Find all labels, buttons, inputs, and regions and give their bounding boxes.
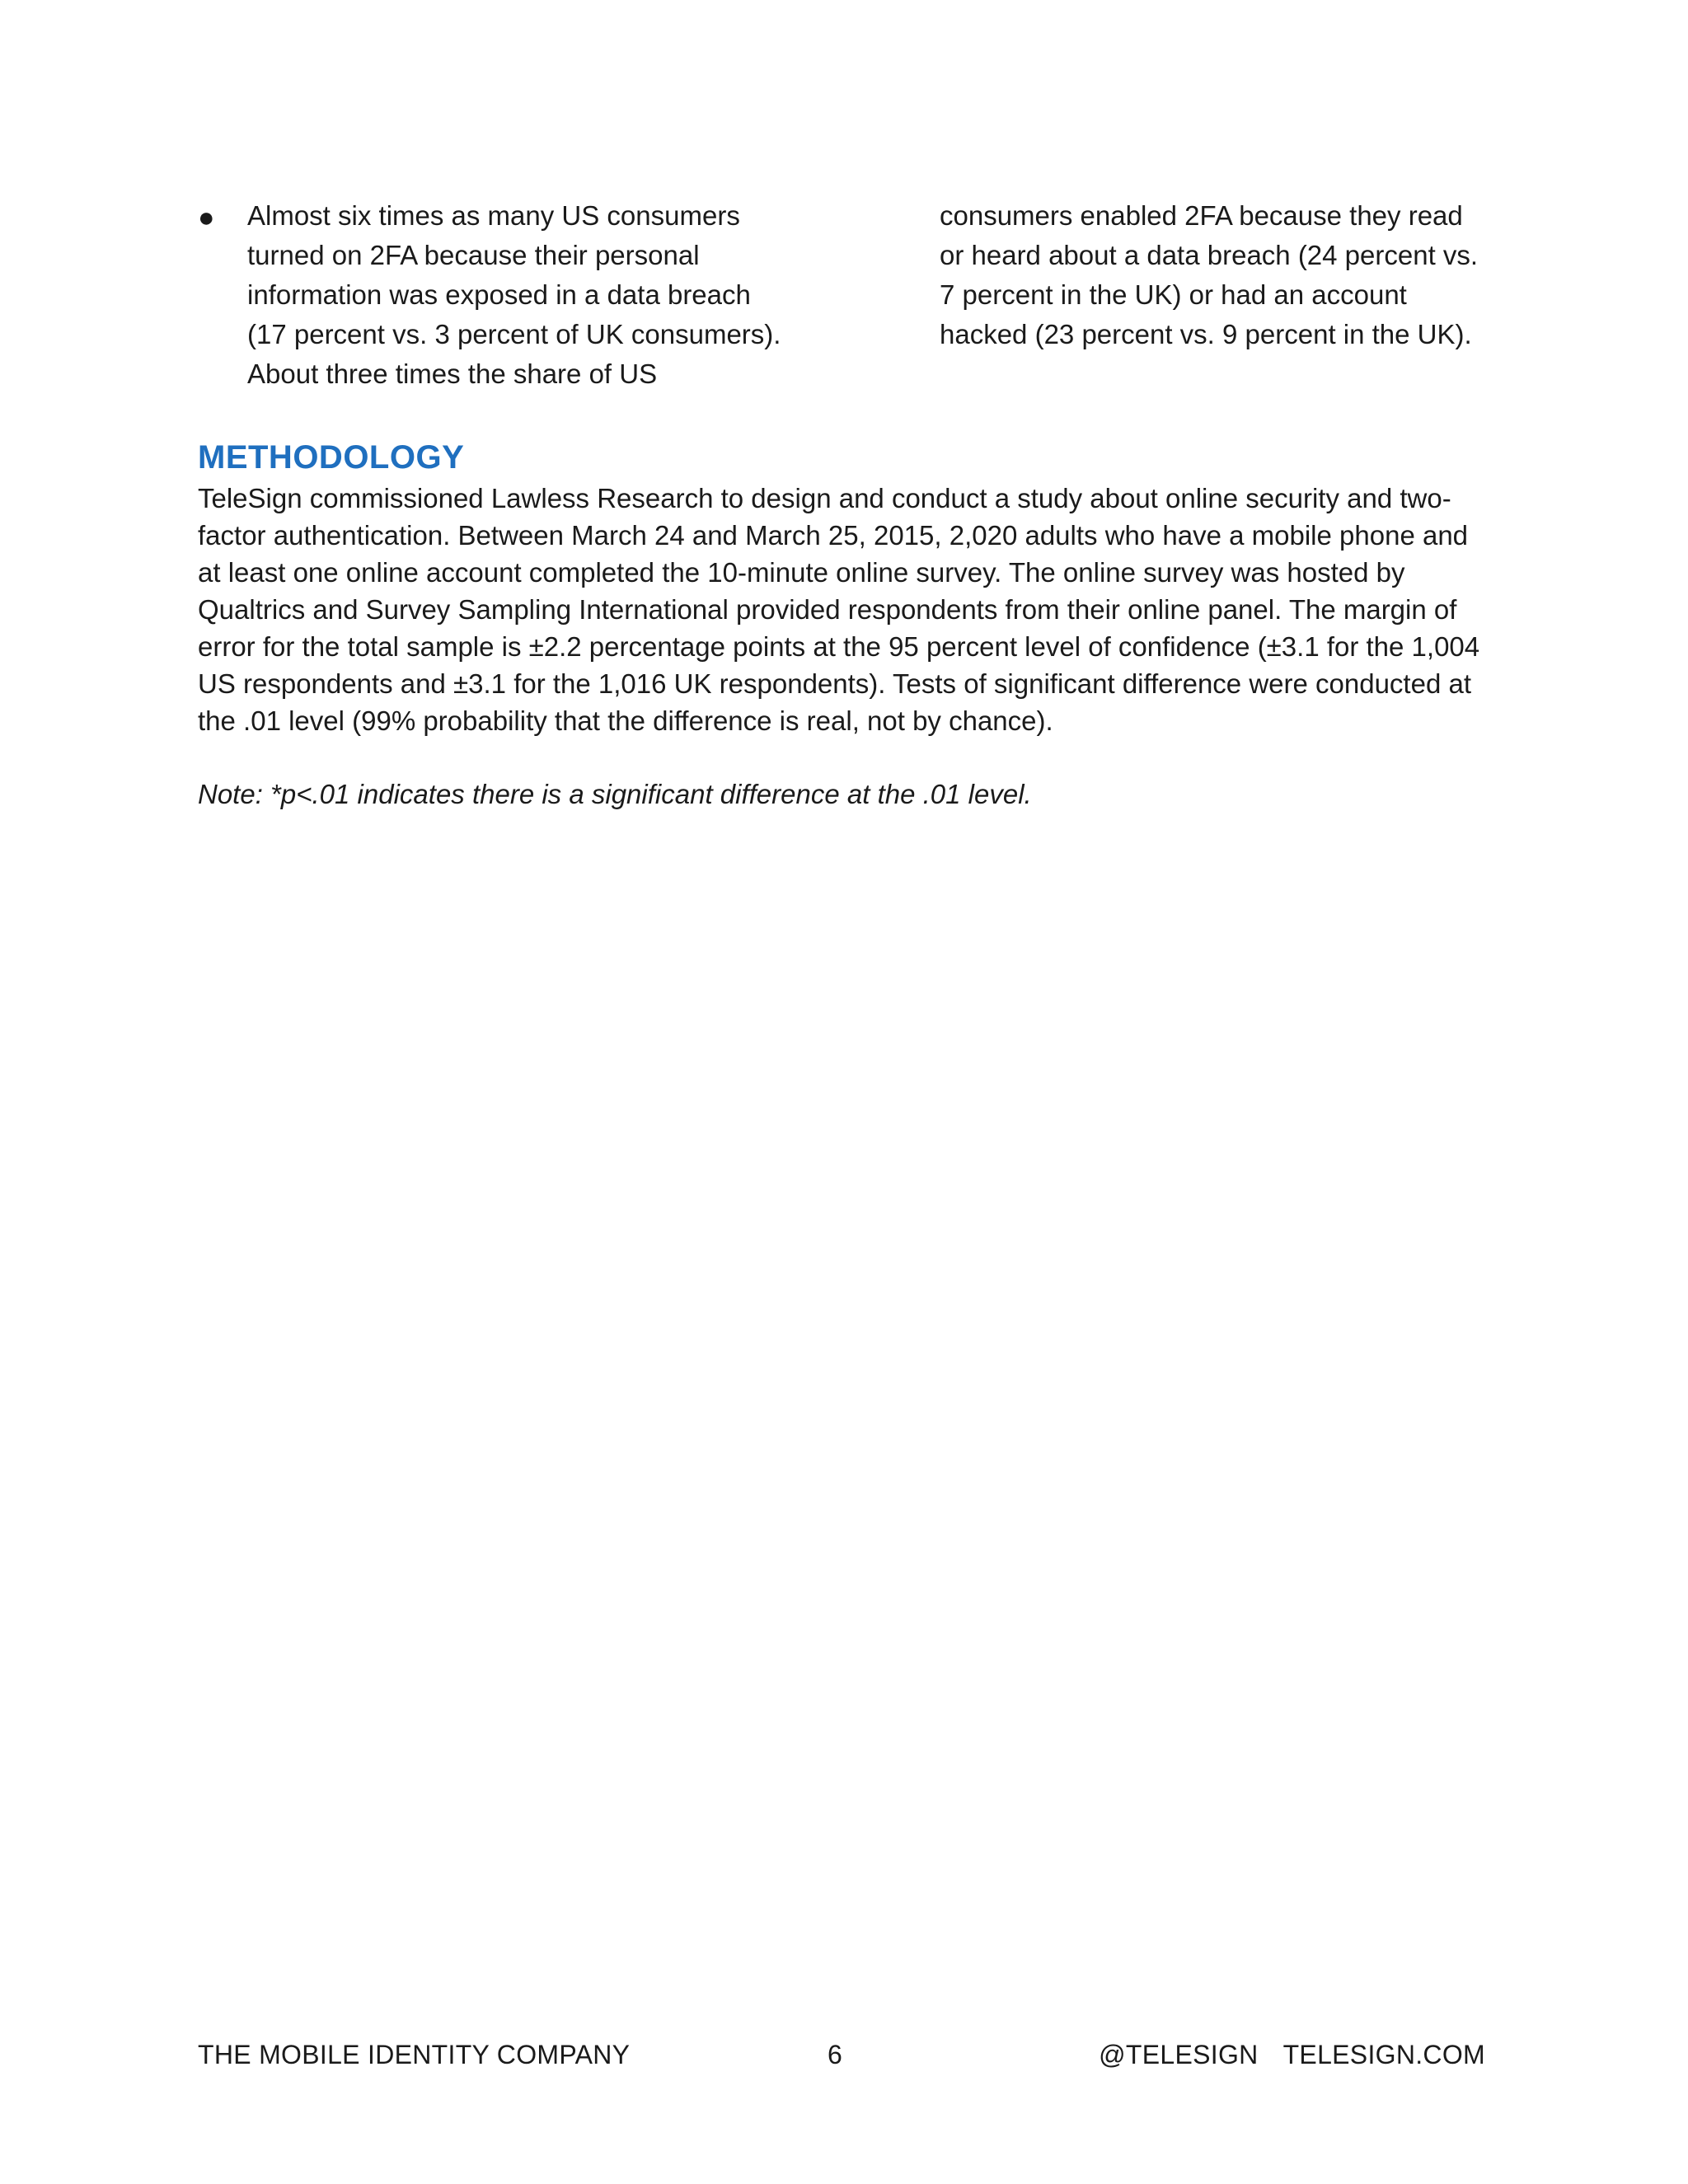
methodology-body: TeleSign commissioned Lawless Research to design and conduct a study about online security and two-factor authentication. Between March 24 and March 25, 2015, 2,020 adults who have a mobile phone and at least one online account completed the 10-minute online survey. The online survey was hosted by Qualtrics and Survey Sampling International provided respondents from their online panel. The margin of error for the total sample is ±2.2 percentage points at the 95 percent level of confidence (±3.1 for the 1,004 US respondents and ±3.1 for the 1,016 UK respondents). Tests of significant difference were conducted at the .01 level (99% probability that the difference is real, not by chance). bbox=[198, 483, 1480, 736]
bullet-icon: ● bbox=[198, 202, 215, 233]
bullet-columns bbox=[198, 196, 1484, 394]
page-footer bbox=[198, 2034, 1485, 2075]
bullet-item bbox=[198, 196, 791, 394]
significance-note: Note: *p<.01 indicates there is a significant difference at the .01 level. bbox=[198, 779, 1032, 809]
methodology-section bbox=[198, 435, 1492, 813]
bullet-text-right: consumers enabled 2FA because they read or heard about a data breach (24 percent vs. 7 percent in the UK) or had an account hacked (23 percent vs. 9 percent in the UK). bbox=[940, 200, 1479, 349]
footer-twitter-handle: @TELESIGN bbox=[1099, 2040, 1259, 2069]
footer-page-number: 6 bbox=[828, 2040, 843, 2069]
bullet-text-left: Almost six times as many US consumers turned on 2FA because their personal information was exposed in a data breach (17 percent vs. 3 percent of UK consumers). About three times the share of US bbox=[247, 200, 781, 389]
methodology-heading: METHODOLOGY bbox=[198, 439, 465, 476]
footer-company: THE MOBILE IDENTITY COMPANY bbox=[198, 2040, 631, 2069]
footer-website: TELESIGN.COM bbox=[1282, 2040, 1485, 2069]
footer-links bbox=[1099, 2034, 1485, 2075]
